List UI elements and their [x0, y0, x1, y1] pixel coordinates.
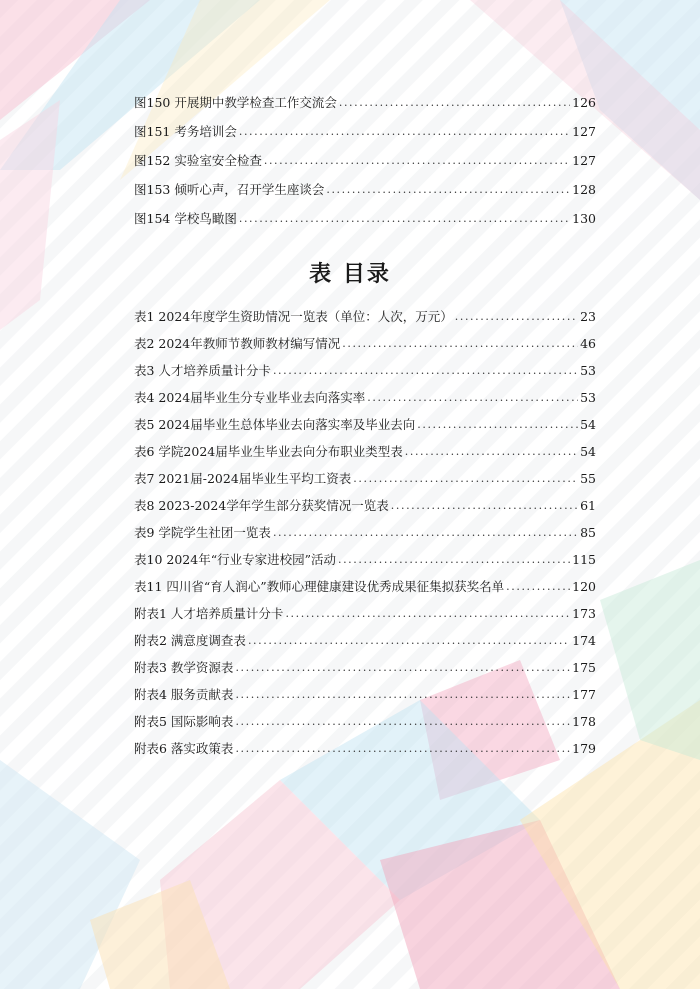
leader-dots [235, 738, 570, 760]
table-entry-1[interactable] [134, 306, 596, 328]
figure-entry-150[interactable] [134, 92, 596, 114]
entry-page: 127 [572, 124, 596, 139]
entry-label: 表10 2024年“行业专家进校园”活动 [134, 552, 336, 567]
table-entry-7[interactable] [134, 468, 596, 490]
entry-page: 175 [572, 660, 596, 675]
table-entry-4[interactable] [134, 387, 596, 409]
leader-dots [326, 179, 570, 201]
entry-label: 表1 2024年度学生资助情况一览表（单位：人次，万元） [134, 309, 453, 324]
entry-label: 表6 学院2024届毕业生毕业去向分布职业类型表 [134, 444, 403, 459]
entry-label: 表4 2024届毕业生分专业毕业去向落实率 [134, 390, 366, 405]
leader-dots [273, 360, 578, 382]
table-entry-11[interactable] [134, 576, 596, 598]
leader-dots [506, 576, 570, 598]
entry-page: 174 [572, 633, 596, 648]
entry-page: 55 [580, 471, 596, 486]
entry-page: 120 [572, 579, 596, 594]
entry-label: 附表6 落实政策表 [134, 741, 234, 756]
leader-dots [405, 441, 578, 463]
leader-dots [235, 657, 570, 679]
entry-page: 53 [580, 390, 596, 405]
entry-label: 表9 学院学生社团一览表 [134, 525, 271, 540]
entry-page: 61 [580, 498, 596, 513]
entry-label: 图152 实验室安全检查 [134, 153, 262, 168]
figure-entry-154[interactable] [134, 208, 596, 230]
figure-entry-151[interactable] [134, 121, 596, 143]
appendix-table-entry-3[interactable] [134, 657, 596, 679]
entry-page: 128 [572, 182, 596, 197]
leader-dots [391, 495, 578, 517]
appendix-table-entry-5[interactable] [134, 711, 596, 733]
entry-label: 图153 倾听心声，召开学生座谈会 [134, 182, 325, 197]
entry-label: 附表4 服务贡献表 [134, 687, 234, 702]
entry-page: 54 [580, 417, 596, 432]
entry-page: 173 [572, 606, 596, 621]
leader-dots [239, 208, 570, 230]
entry-label: 表3 人才培养质量计分卡 [134, 363, 271, 378]
leader-dots [338, 549, 570, 571]
entry-label: 附表1 人才培养质量计分卡 [134, 606, 284, 621]
entry-label: 图151 考务培训会 [134, 124, 237, 139]
table-entry-10[interactable] [134, 549, 596, 571]
entry-label: 图154 学校鸟瞰图 [134, 211, 237, 226]
leader-dots [455, 306, 578, 328]
entry-page: 53 [580, 363, 596, 378]
tables-section-title: 表 目录 [309, 261, 391, 287]
entry-page: 130 [572, 211, 596, 226]
entry-label: 表7 2021届-2024届毕业生平均工资表 [134, 471, 352, 486]
table-entry-3[interactable] [134, 360, 596, 382]
entry-page: 23 [580, 309, 596, 324]
leader-dots [353, 468, 578, 490]
entry-page: 127 [572, 153, 596, 168]
leader-dots [264, 150, 570, 172]
entry-label: 表5 2024届毕业生总体毕业去向落实率及毕业去向 [134, 417, 416, 432]
table-entry-8[interactable] [134, 495, 596, 517]
leader-dots [342, 333, 578, 355]
leader-dots [285, 603, 570, 625]
entry-page: 179 [572, 741, 596, 756]
table-entry-9[interactable] [134, 522, 596, 544]
leader-dots [235, 711, 570, 733]
leader-dots [273, 522, 578, 544]
entry-label: 附表2 满意度调查表 [134, 633, 246, 648]
entry-label: 图150 开展期中教学检查工作交流会 [134, 95, 337, 110]
table-entry-6[interactable] [134, 441, 596, 463]
entry-label: 附表3 教学资源表 [134, 660, 234, 675]
appendix-table-entry-4[interactable] [134, 684, 596, 706]
leader-dots [367, 387, 578, 409]
entry-label: 表8 2023-2024学年学生部分获奖情况一览表 [134, 498, 389, 513]
entry-page: 85 [580, 525, 596, 540]
entry-page: 177 [572, 687, 596, 702]
entry-label: 表2 2024年教师节教师教材编写情况 [134, 336, 341, 351]
leader-dots [417, 414, 578, 436]
figure-entry-153[interactable] [134, 179, 596, 201]
leader-dots [339, 92, 570, 114]
entry-page: 54 [580, 444, 596, 459]
entry-page: 126 [572, 95, 596, 110]
entry-label: 表11 四川省“育人润心”教师心理健康建设优秀成果征集拟获奖名单 [134, 579, 505, 594]
leader-dots [248, 630, 570, 652]
leader-dots [235, 684, 570, 706]
entry-page: 178 [572, 714, 596, 729]
entry-page: 46 [580, 336, 596, 351]
appendix-table-entry-1[interactable] [134, 603, 596, 625]
figure-entry-152[interactable] [134, 150, 596, 172]
table-entry-2[interactable] [134, 333, 596, 355]
table-entry-5[interactable] [134, 414, 596, 436]
appendix-table-entry-2[interactable] [134, 630, 596, 652]
entry-page: 115 [572, 552, 596, 567]
leader-dots [239, 121, 570, 143]
entry-label: 附表5 国际影响表 [134, 714, 234, 729]
appendix-table-entry-6[interactable] [134, 738, 596, 760]
